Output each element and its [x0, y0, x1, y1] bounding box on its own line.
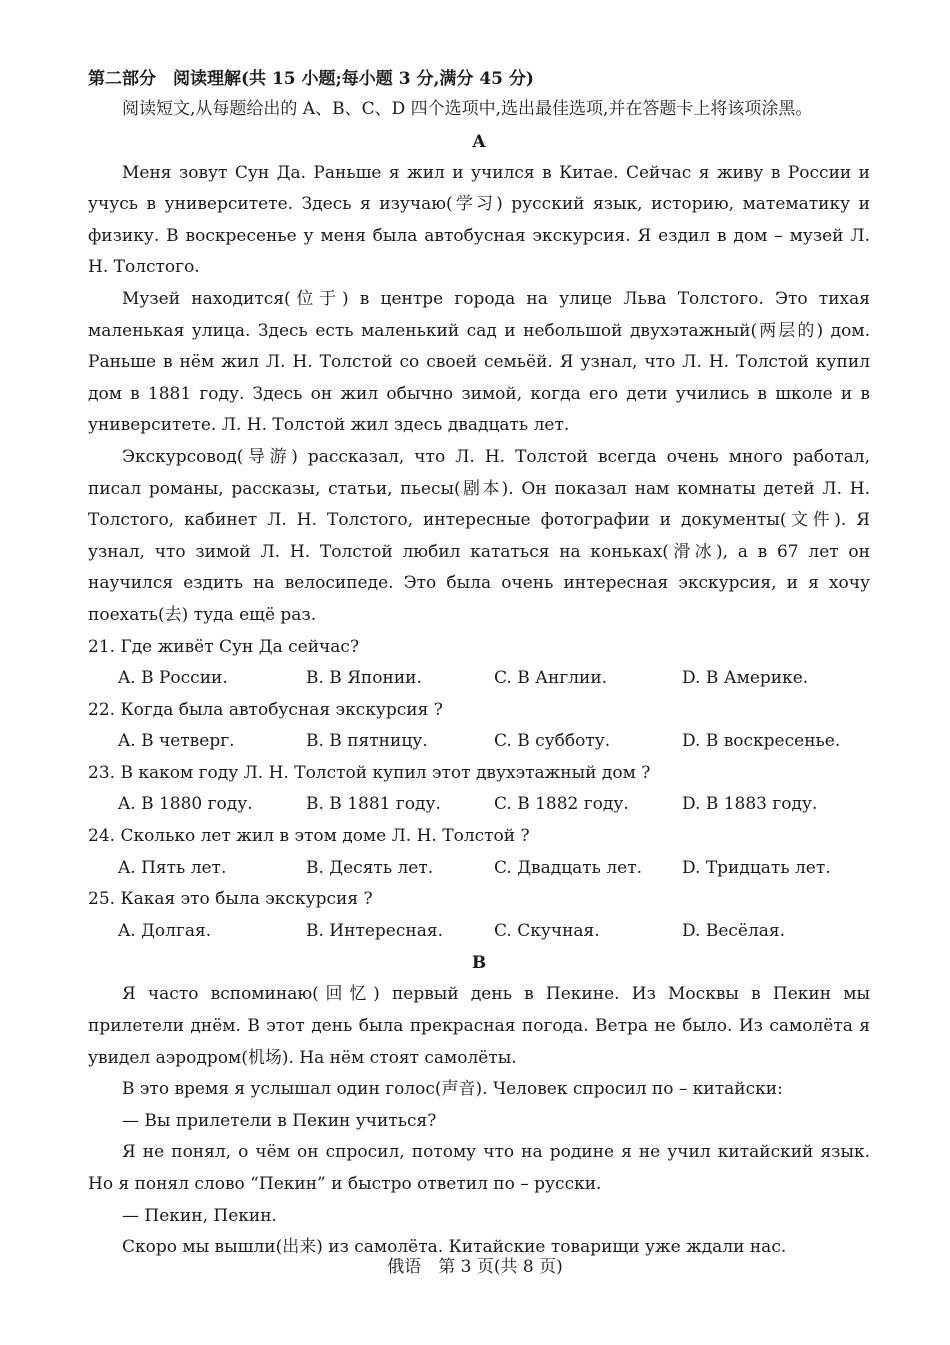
option-c[interactable]: C. В 1882 году. [494, 794, 629, 815]
question-stem: 22. Когда была автобусная экскурсия ? [88, 699, 443, 720]
section-b-paragraph-2: В это время я услышал один голос(声音). Человек спросил по – китайски: [122, 1079, 783, 1100]
part-title: 第二部分 阅读理解(共 15 小题;每小题 3 分,满分 45 分) [88, 69, 534, 89]
question-25 [88, 884, 870, 947]
option-b[interactable]: B. В 1881 году. [306, 794, 441, 815]
option-d[interactable]: D. Весёлая. [682, 920, 786, 941]
option-a[interactable]: A. В 1880 году. [118, 794, 253, 815]
question-stem: 23. В каком году Л. Н. Толстой купил этот двухэтажный дом ? [88, 762, 651, 783]
option-b[interactable]: B. В пятницу. [306, 731, 428, 752]
question-options [88, 663, 870, 695]
option-c[interactable]: C. В Англии. [494, 668, 608, 689]
option-d[interactable]: D. В 1883 году. [682, 794, 818, 815]
section-b-paragraph-1: Я часто вспоминаю(回忆) первый день в Пекине. Из Москвы в Пекин мы прилетели днём. В этот день была прекрасная погода. Ветра не было. Из самолёта я увидел аэродром(机场). На нём стоят самолёты. [88, 984, 870, 1068]
option-d[interactable]: D. В Америке. [682, 668, 809, 689]
section-b-letter: B [471, 953, 487, 974]
option-a[interactable]: A. Долгая. [118, 920, 212, 941]
question-options [88, 789, 870, 821]
option-a[interactable]: A. В четверг. [118, 731, 235, 752]
question-22 [88, 695, 870, 758]
option-a[interactable]: A. Пять лет. [118, 857, 227, 878]
option-b[interactable]: B. В Японии. [306, 668, 422, 689]
question-options [88, 853, 870, 885]
section-a-paragraph-1: Меня зовут Сун Да. Раньше я жил и учился в Китае. Сейчас я живу в России и учусь в университете. Здесь я изучаю(学习) русский язык, историю, математику и физику. В воскресенье у меня была автобусная экскурсия. Я ездил в дом – музей Л. Н. Толстого. [88, 162, 870, 278]
section-b-paragraph-4: Я не понял, о чём он спросил, потому что на родине я не учил китайский язык. Но я понял слово “Пекин” и быстро ответил по – русски. [88, 1142, 870, 1194]
section-b-paragraph-6: Скоро мы вышли(出来) из самолёта. Китайские товарищи уже ждали нас. [122, 1237, 787, 1258]
question-stem: 21. Где живёт Сун Да сейчас? [88, 636, 360, 657]
question-options [88, 726, 870, 758]
option-d[interactable]: D. Тридцать лет. [682, 857, 831, 878]
instructions: 阅读短文,从每题给出的 A、B、C、D 四个选项中,选出最佳选项,并在答题卡上将该项涂黑。 [122, 99, 813, 119]
section-a-paragraph-2: Музей находится(位于) в центре города на улице Льва Толстого. Это тихая маленькая улица. Здесь есть маленький сад и небольшой двухэтажный(两层的) дом. Раньше в нём жил Л. Н. Толстой со своей семьёй. Я узнал, что Л. Н. Толстой купил дом в 1881 году. Здесь он жил обычно зимой, когда его дети учились в школе и в университете. Л. Н. Толстой жил здесь двадцать лет. [88, 288, 870, 436]
section-b-paragraph-3: — Вы прилетели в Пекин учиться? [122, 1110, 437, 1131]
question-24 [88, 821, 870, 884]
option-c[interactable]: C. В субботу. [494, 731, 611, 752]
option-c[interactable]: C. Скучная. [494, 920, 600, 941]
option-c[interactable]: C. Двадцать лет. [494, 857, 643, 878]
option-a[interactable]: A. В России. [118, 668, 228, 689]
option-b[interactable]: B. Интересная. [306, 920, 443, 941]
question-23 [88, 758, 870, 821]
section-a-paragraph-3: Экскурсовод(导游) рассказал, что Л. Н. Толстой всегда очень много работал, писал романы, рассказы, статьи, пьесы(剧本). Он показал нам комнаты детей Л. Н. Толстого, кабинет Л. Н. Толстого, интересные фотографии и документы(文件). Я узнал, что зимой Л. Н. Толстой любил кататься на коньках(滑冰), а в 67 лет он научился ездить на велосипеде. Это была очень интересная экскурсия, и я хочу поехать(去) туда ещё раз. [88, 446, 870, 625]
section-b-paragraph-5: — Пекин, Пекин. [122, 1205, 277, 1226]
question-21 [88, 632, 870, 695]
question-stem: 25. Какая это была экскурсия ? [88, 889, 373, 910]
question-stem: 24. Сколько лет жил в этом доме Л. Н. Толстой ? [88, 826, 530, 847]
page-footer: 俄语 第 3 页(共 8 页) [387, 1257, 563, 1277]
section-a-letter: A [472, 131, 486, 152]
option-b[interactable]: B. Десять лет. [306, 857, 434, 878]
option-d[interactable]: D. В воскресенье. [682, 731, 841, 752]
question-options [88, 916, 870, 948]
